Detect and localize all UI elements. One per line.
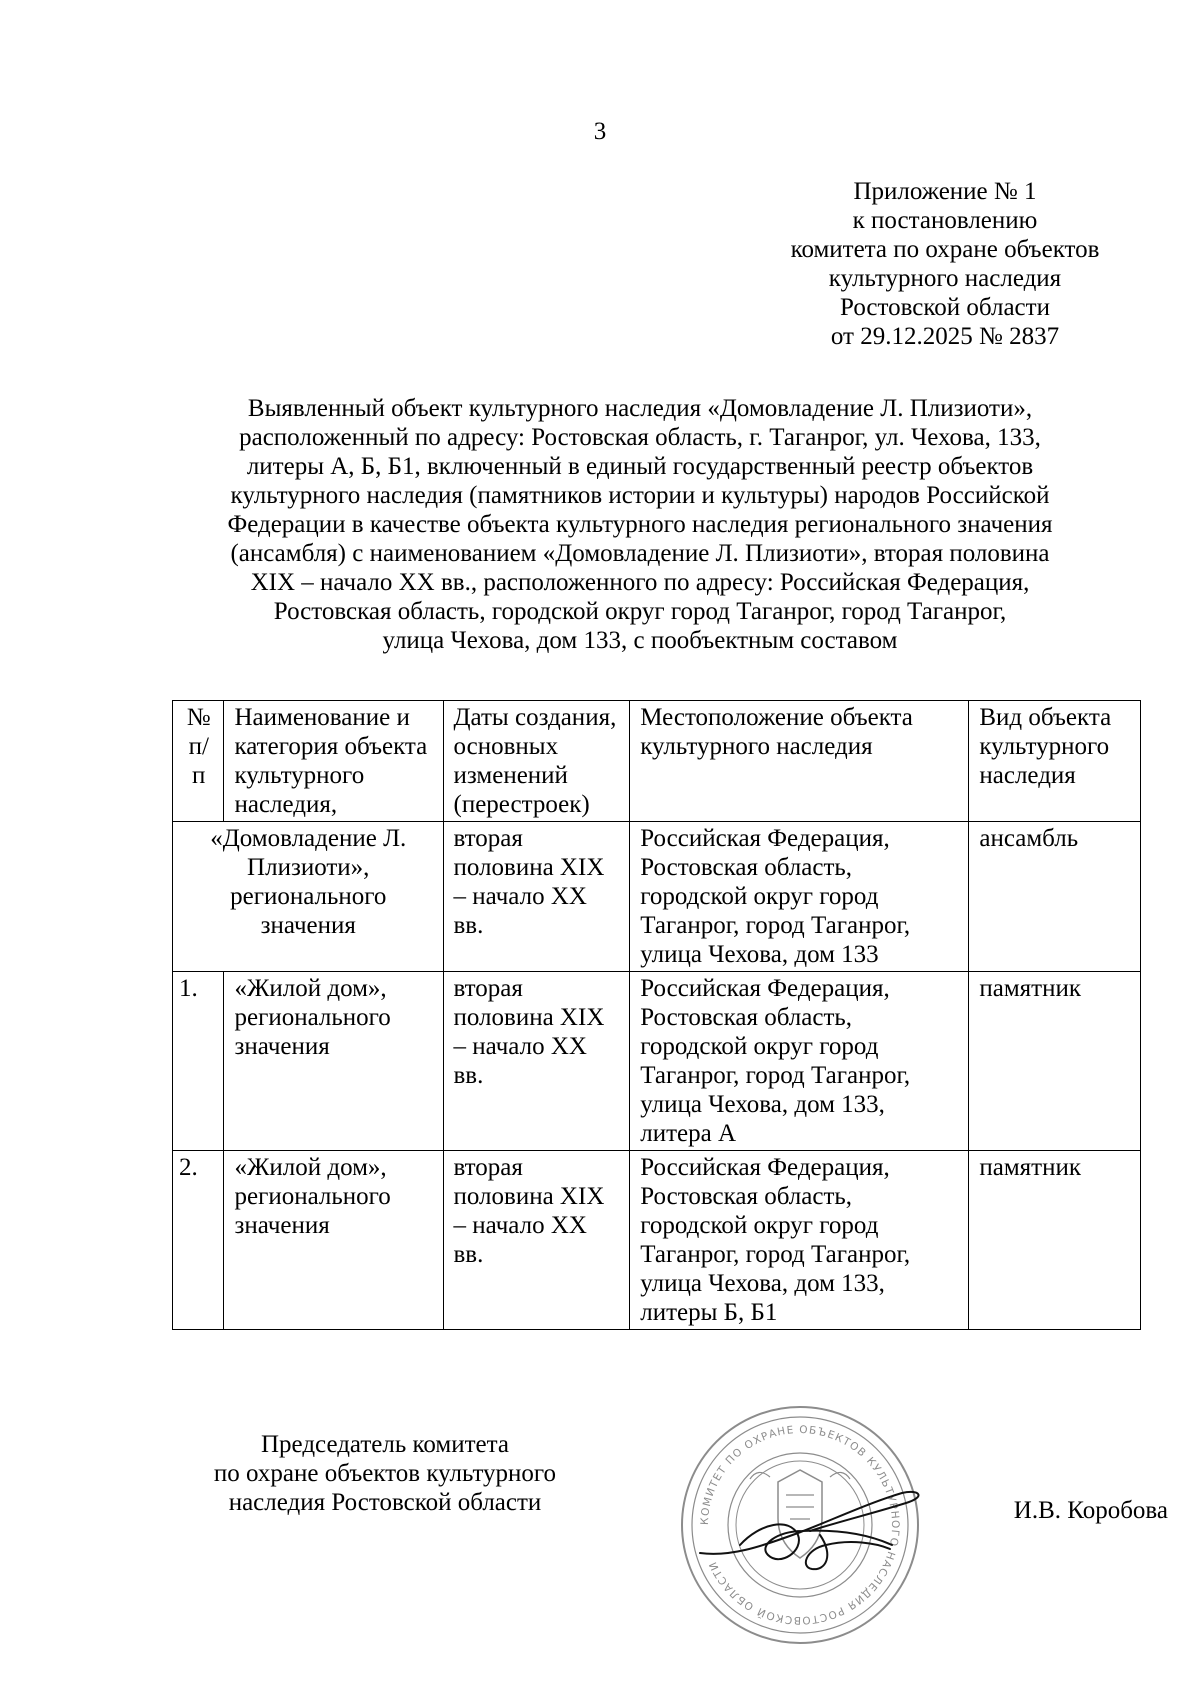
ensemble-dates: вторая половина XIX – начало XX вв.: [443, 822, 630, 972]
appendix-line: комитета по охране объектов: [790, 236, 1100, 263]
row-location: Российская Федерация, Ростовская область, городской округ город Таганрог, город Таганрог, улица Чехова, дом 133, литеры Б, Б1: [630, 1151, 969, 1330]
official-seal-and-signature: [620, 1385, 960, 1665]
title-line: литеры А, Б, Б1, включенный в единый государственный реестр объектов: [246, 453, 1034, 480]
signatory-position: [160, 1430, 610, 1517]
position-line: по охране объектов культурного: [213, 1460, 557, 1487]
appendix-header: [735, 177, 1155, 351]
appendix-line: культурного наследия: [828, 265, 1062, 292]
signatory-name: И.В. Коробова: [1013, 1497, 1168, 1524]
svg-text:КОМИТЕТ ПО ОХРАНЕ ОБЪЕКТОВ КУЛ: [699, 1424, 901, 1626]
ensemble-name: «Домовладение Л. Плизиоти», регионального значения: [173, 822, 444, 972]
row-dates: вторая половина XIX – начало XX вв.: [443, 1151, 630, 1330]
header-type: Вид объекта культурного наследия: [969, 701, 1141, 822]
row-name: «Жилой дом», регионального значения: [224, 1151, 443, 1330]
appendix-line: Приложение № 1: [853, 178, 1037, 205]
ensemble-location: Российская Федерация, Ростовская область, городской округ город Таганрог, город Таганрог, улица Чехова, дом 133: [630, 822, 969, 972]
table-header-row: [173, 701, 1141, 822]
seal-text: КОМИТЕТ ПО ОХРАНЕ ОБЪЕКТОВ КУЛЬТУРНОГО НАСЛЕДИЯ РОСТОВСКОЙ ОБЛАСТИ: [698, 1423, 902, 1627]
row-location: Российская Федерация, Ростовская область, городской округ город Таганрог, город Таганрог, улица Чехова, дом 133, литера А: [630, 972, 969, 1151]
header-number: № п/п: [173, 701, 224, 822]
title-line: Ростовская область, городской округ город Таганрог, город Таганрог,: [273, 598, 1007, 625]
row-number: 1.: [173, 972, 224, 1151]
position-line: Председатель комитета: [261, 1431, 509, 1458]
appendix-line: Ростовской области: [840, 294, 1050, 321]
appendix-line: к постановлению: [852, 207, 1038, 234]
header-dates: Даты создания, основных изменений (перестроек): [443, 701, 630, 822]
position-line: наследия Ростовской области: [228, 1489, 542, 1516]
page-number: 3: [593, 118, 607, 145]
seal-stamp: [682, 1407, 918, 1643]
header-location: Местоположение объекта культурного наследия: [630, 701, 969, 822]
title-line: культурного наследия (памятников истории и культуры) народов Российской: [230, 482, 1050, 509]
appendix-line: от 29.12.2025 № 2837: [830, 323, 1060, 350]
row-name: «Жилой дом», регионального значения: [224, 972, 443, 1151]
title-line: (ансамбля) с наименованием «Домовладение Л. Плизиоти», вторая половина: [230, 540, 1050, 567]
table-row: [173, 1151, 1141, 1330]
row-number: 2.: [173, 1151, 224, 1330]
title-line: улица Чехова, дом 133, с пообъектным составом: [382, 627, 898, 654]
ensemble-row: [173, 822, 1141, 972]
row-type: памятник: [969, 1151, 1141, 1330]
title-line: расположенный по адресу: Ростовская область, г. Таганрог, ул. Чехова, 133,: [239, 424, 1041, 451]
row-type: памятник: [969, 972, 1141, 1151]
header-name: Наименование и категория объекта культурного наследия,: [224, 701, 443, 822]
heritage-objects-table: [172, 700, 1141, 1330]
ensemble-type: ансамбль: [969, 822, 1141, 972]
document-title: [160, 394, 1120, 655]
title-line: Выявленный объект культурного наследия «Домовладение Л. Плизиоти»,: [247, 395, 1033, 422]
table-row: [173, 972, 1141, 1151]
row-dates: вторая половина XIX – начало XX вв.: [443, 972, 630, 1151]
title-line: XIX – начало XX вв., расположенного по адресу: Российская Федерация,: [250, 569, 1030, 596]
title-line: Федерации в качестве объекта культурного наследия регионального значения: [227, 511, 1053, 538]
